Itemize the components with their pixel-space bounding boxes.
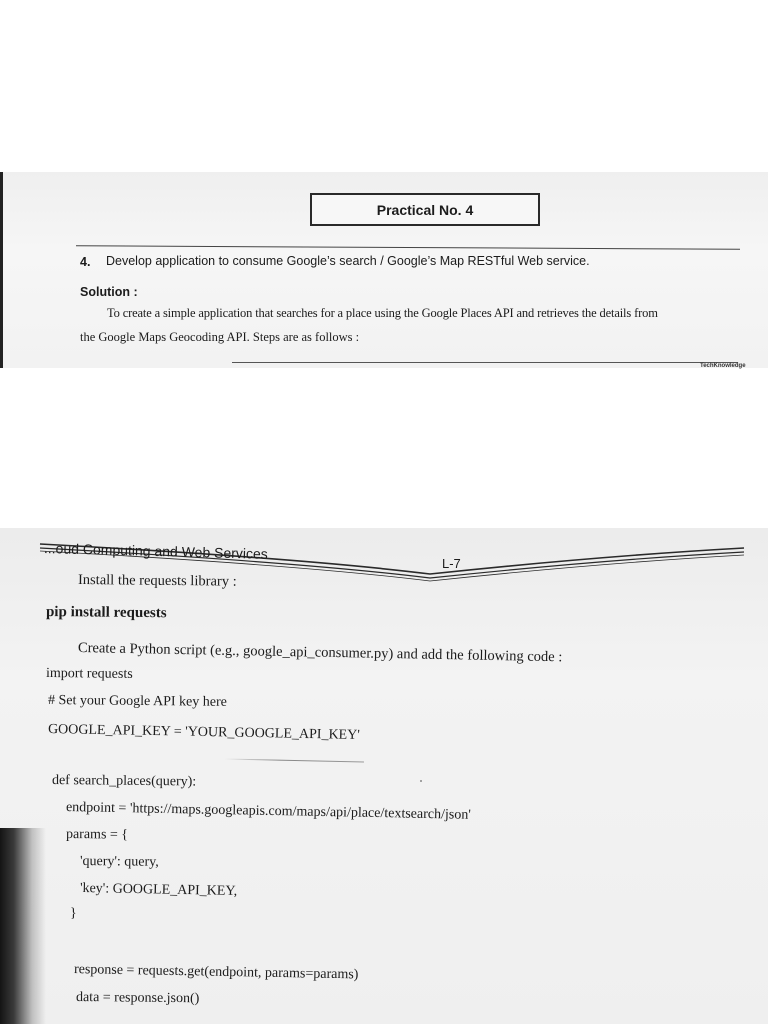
intro-paragraph-line-2: the Google Maps Geocoding API. Steps are as follows : — [80, 330, 360, 344]
binding-shadow — [0, 828, 46, 1024]
page-edge — [0, 172, 3, 368]
question-number: 4. — [80, 255, 91, 269]
code-line-endpoint: endpoint = 'https://maps.googleapis.com/maps/api/place/textsearch/json' — [65, 800, 471, 823]
code-line-query: 'query': query, — [79, 854, 159, 870]
intro-paragraph-line-1: To create a simple application that searches for a place using the Google Places API and retrieves the details from — [107, 306, 658, 320]
code-line-params-close: } — [70, 906, 77, 921]
divider-line — [76, 245, 740, 249]
code-line-import: import requests — [45, 666, 133, 682]
pip-install-command: pip install requests — [45, 604, 167, 622]
publisher-footer-mark: TechKnowledge — [700, 363, 746, 369]
running-header-title: ...oud Computing and Web Services — [43, 540, 269, 562]
top-page-scan — [0, 172, 768, 368]
scan-speck — [420, 780, 422, 782]
practical-title-box — [310, 193, 540, 226]
practical-title: Practical No. 4 — [376, 201, 474, 218]
code-line-comment: # Set your Google API key here — [47, 693, 227, 710]
footer-divider-line — [232, 362, 738, 363]
question-text: Develop application to consume Google’s search / Google’s Map RESTful Web service. — [106, 254, 590, 268]
page-number: L-7 — [442, 556, 461, 571]
bottom-page-scan — [0, 528, 768, 1024]
code-line-def: def search_places(query): — [51, 773, 197, 790]
create-script-instruction: Create a Python script (e.g., google_api_consumer.py) and add the following code : — [77, 640, 563, 666]
solution-label: Solution : — [80, 285, 138, 299]
pen-underline-mark — [224, 759, 364, 763]
code-line-key: 'key': GOOGLE_API_KEY, — [79, 881, 238, 900]
code-line-params-open: params = { — [65, 827, 129, 843]
code-line-api-key: GOOGLE_API_KEY = 'YOUR_GOOGLE_API_KEY' — [47, 722, 360, 743]
code-line-response: response = requests.get(endpoint, params=params) — [73, 962, 359, 983]
install-instruction: Install the requests library : — [77, 572, 237, 590]
code-line-data: data = response.json() — [75, 990, 200, 1007]
